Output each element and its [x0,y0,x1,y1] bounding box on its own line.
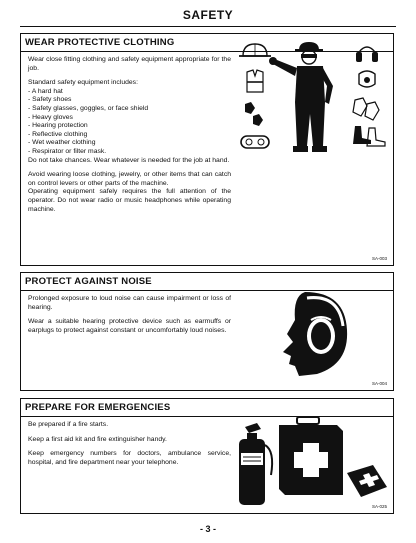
section-title: WEAR PROTECTIVE CLOTHING [25,37,175,48]
protective-equipment-illustration [233,42,391,172]
safety-boots-icon [353,126,385,146]
hard-hat-icon [239,44,271,56]
fire-extinguisher-icon [239,423,272,505]
worker-figure-icon [269,42,333,152]
ear-muffs-icon [356,47,378,62]
section-title: PROTECT AGAINST NOISE [25,276,152,287]
section-protect-noise [20,272,394,391]
list-item: - A hard hat [28,87,63,95]
head-with-earmuffs-icon [283,292,347,376]
heavy-gloves-icon [353,98,379,120]
equipment-list [28,88,231,157]
section-protective-clothing [20,33,394,266]
emergency-equipment-illustration [227,417,393,507]
section-prepare-emergencies [20,398,394,514]
loose-clothing-paragraph: Avoid wearing loose clothing, jewelry, or other items that can catch on control levers or other parts of the machine. [28,171,231,187]
page-title: SAFETY [182,8,234,22]
respirator-mask-icon [359,71,375,87]
list-item: - Safety shoes [28,96,72,104]
gloves-icon [245,102,263,126]
reflective-vest-icon [247,70,263,92]
figure-code: SA-025 [371,504,387,509]
emergency-paragraph-2: Keep a first aid kit and fire extinguisher handy. [28,435,167,443]
figure-code: SA-003 [371,256,387,261]
goggles-icon [241,136,269,148]
figure-code: SA-004 [371,381,387,386]
section-body [28,295,231,335]
list-item: - Hearing protection [28,122,88,130]
closing-paragraph: Do not take chances. Wear whatever is needed for the job at hand. [28,156,230,164]
noise-paragraph-2: Wear a suitable hearing protective device such as earmuffs or earplugs to protect against constant or uncomfortably loud noises. [28,318,231,334]
list-item: - Safety glasses, goggles, or face shield [28,104,149,112]
equipment-list-heading: Standard safety equipment includes: [28,79,138,87]
section-body [28,421,231,467]
page-header [20,4,396,27]
list-item: - Heavy gloves [28,113,73,121]
hearing-protection-illustration [247,290,359,380]
attention-paragraph: Operating equipment safely requires the full attention of the operator. Do not wear radio or music headphones while operating machine. [28,188,231,213]
list-item: - Reflective clothing [28,130,88,138]
first-aid-kit-icon [347,465,387,497]
intro-paragraph: Wear close fitting clothing and safety equipment appropriate for the job. [28,56,231,72]
section-title: PREPARE FOR EMERGENCIES [25,402,171,413]
first-aid-case-icon [279,417,343,495]
list-item: - Wet weather clothing [28,139,96,147]
noise-paragraph-1: Prolonged exposure to loud noise can cause impairment or loss of hearing. [28,295,231,311]
page-number: - 3 - [199,524,216,534]
emergency-paragraph-3: Keep emergency numbers for doctors, ambulance service, hospital, and fire department near your telephone. [28,450,231,466]
emergency-paragraph-1: Be prepared if a fire starts. [28,421,109,428]
list-item: - Respirator or filter mask. [28,147,107,155]
section-body [28,56,231,214]
